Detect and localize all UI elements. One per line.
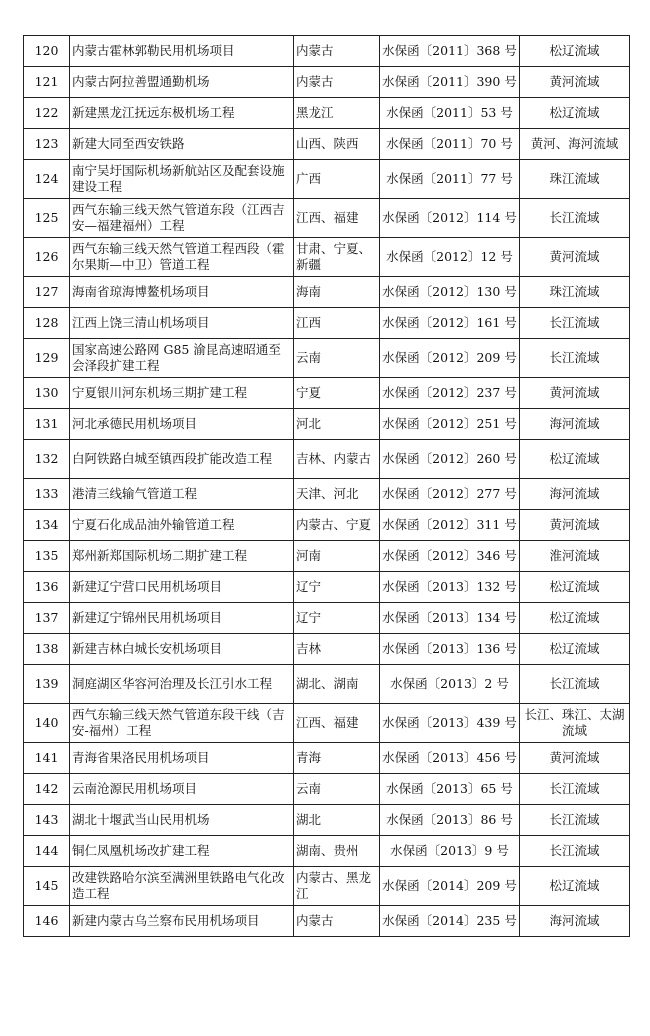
project-name-cell: 新建大同至西安铁路: [70, 129, 294, 160]
river-basin-cell: 黄河流域: [520, 510, 630, 541]
table-row: [24, 129, 630, 160]
row-number-cell: 126: [24, 238, 70, 277]
table-row: [24, 378, 630, 409]
region-cell: 云南: [294, 339, 380, 378]
table-row: [24, 479, 630, 510]
approval-table: [23, 35, 630, 937]
river-basin-cell: 珠江流域: [520, 277, 630, 308]
row-number-cell: 123: [24, 129, 70, 160]
river-basin-cell: 松辽流域: [520, 572, 630, 603]
row-number-cell: 142: [24, 774, 70, 805]
table-row: [24, 36, 630, 67]
region-cell: 吉林、内蒙古: [294, 440, 380, 479]
row-number-cell: 129: [24, 339, 70, 378]
row-number-cell: 146: [24, 906, 70, 937]
approval-document-number-cell: 水保函〔2011〕77 号: [380, 160, 520, 199]
project-name-cell: 南宁吴圩国际机场新航站区及配套设施建设工程: [70, 160, 294, 199]
row-number-cell: 135: [24, 541, 70, 572]
table-row: [24, 339, 630, 378]
table-row: [24, 409, 630, 440]
river-basin-cell: 珠江流域: [520, 160, 630, 199]
row-number-cell: 127: [24, 277, 70, 308]
row-number-cell: 122: [24, 98, 70, 129]
region-cell: 吉林: [294, 634, 380, 665]
project-name-cell: 海南省琼海博鳌机场项目: [70, 277, 294, 308]
project-name-cell: 新建辽宁锦州民用机场项目: [70, 603, 294, 634]
river-basin-cell: 黄河流域: [520, 378, 630, 409]
project-name-cell: 新建辽宁营口民用机场项目: [70, 572, 294, 603]
row-number-cell: 138: [24, 634, 70, 665]
river-basin-cell: 海河流域: [520, 906, 630, 937]
region-cell: 云南: [294, 774, 380, 805]
table-row: [24, 704, 630, 743]
row-number-cell: 137: [24, 603, 70, 634]
approval-document-number-cell: 水保函〔2012〕311 号: [380, 510, 520, 541]
table-row: [24, 665, 630, 704]
region-cell: 江西、福建: [294, 704, 380, 743]
region-cell: 江西: [294, 308, 380, 339]
approval-document-number-cell: 水保函〔2014〕235 号: [380, 906, 520, 937]
table-row: [24, 277, 630, 308]
region-cell: 广西: [294, 160, 380, 199]
approval-document-number-cell: 水保函〔2011〕368 号: [380, 36, 520, 67]
approval-document-number-cell: 水保函〔2013〕9 号: [380, 836, 520, 867]
region-cell: 海南: [294, 277, 380, 308]
river-basin-cell: 松辽流域: [520, 867, 630, 906]
region-cell: 天津、河北: [294, 479, 380, 510]
approval-table-body: [24, 36, 630, 937]
row-number-cell: 130: [24, 378, 70, 409]
project-name-cell: 西气东输三线天然气管道东段干线（吉安-福州）工程: [70, 704, 294, 743]
approval-document-number-cell: 水保函〔2013〕2 号: [380, 665, 520, 704]
table-row: [24, 510, 630, 541]
project-name-cell: 洞庭湖区华容河治理及长江引水工程: [70, 665, 294, 704]
river-basin-cell: 松辽流域: [520, 634, 630, 665]
region-cell: 湖南、贵州: [294, 836, 380, 867]
table-row: [24, 199, 630, 238]
river-basin-cell: 黄河、海河流域: [520, 129, 630, 160]
project-name-cell: 江西上饶三清山机场项目: [70, 308, 294, 339]
approval-document-number-cell: 水保函〔2012〕346 号: [380, 541, 520, 572]
region-cell: 山西、陕西: [294, 129, 380, 160]
row-number-cell: 141: [24, 743, 70, 774]
river-basin-cell: 长江、珠江、太湖流域: [520, 704, 630, 743]
approval-document-number-cell: 水保函〔2012〕260 号: [380, 440, 520, 479]
approval-document-number-cell: 水保函〔2012〕209 号: [380, 339, 520, 378]
project-name-cell: 国家高速公路网 G85 渝昆高速昭通至会泽段扩建工程: [70, 339, 294, 378]
project-name-cell: 新建吉林白城长安机场项目: [70, 634, 294, 665]
region-cell: 河北: [294, 409, 380, 440]
table-row: [24, 906, 630, 937]
row-number-cell: 133: [24, 479, 70, 510]
region-cell: 辽宁: [294, 572, 380, 603]
river-basin-cell: 长江流域: [520, 805, 630, 836]
table-row: [24, 440, 630, 479]
river-basin-cell: 长江流域: [520, 774, 630, 805]
project-name-cell: 宁夏石化成品油外输管道工程: [70, 510, 294, 541]
project-name-cell: 西气东输三线天然气管道东段（江西吉安—福建福州）工程: [70, 199, 294, 238]
river-basin-cell: 黄河流域: [520, 743, 630, 774]
region-cell: 内蒙古、黑龙江: [294, 867, 380, 906]
project-name-cell: 内蒙古霍林郭勒民用机场项目: [70, 36, 294, 67]
table-row: [24, 774, 630, 805]
row-number-cell: 143: [24, 805, 70, 836]
project-name-cell: 内蒙古阿拉善盟通勤机场: [70, 67, 294, 98]
project-name-cell: 白阿铁路白城至镇西段扩能改造工程: [70, 440, 294, 479]
table-row: [24, 98, 630, 129]
region-cell: 湖北、湖南: [294, 665, 380, 704]
project-name-cell: 宁夏银川河东机场三期扩建工程: [70, 378, 294, 409]
project-name-cell: 湖北十堰武当山民用机场: [70, 805, 294, 836]
row-number-cell: 139: [24, 665, 70, 704]
row-number-cell: 121: [24, 67, 70, 98]
region-cell: 河南: [294, 541, 380, 572]
approval-document-number-cell: 水保函〔2012〕237 号: [380, 378, 520, 409]
region-cell: 甘肃、宁夏、新疆: [294, 238, 380, 277]
table-row: [24, 308, 630, 339]
project-name-cell: 云南沧源民用机场项目: [70, 774, 294, 805]
river-basin-cell: 黄河流域: [520, 67, 630, 98]
table-row: [24, 572, 630, 603]
approval-document-number-cell: 水保函〔2014〕209 号: [380, 867, 520, 906]
region-cell: 宁夏: [294, 378, 380, 409]
row-number-cell: 128: [24, 308, 70, 339]
row-number-cell: 125: [24, 199, 70, 238]
project-name-cell: 港清三线输气管道工程: [70, 479, 294, 510]
row-number-cell: 136: [24, 572, 70, 603]
approval-document-number-cell: 水保函〔2011〕390 号: [380, 67, 520, 98]
approval-document-number-cell: 水保函〔2012〕114 号: [380, 199, 520, 238]
approval-document-number-cell: 水保函〔2011〕70 号: [380, 129, 520, 160]
approval-document-number-cell: 水保函〔2013〕439 号: [380, 704, 520, 743]
river-basin-cell: 长江流域: [520, 339, 630, 378]
river-basin-cell: 海河流域: [520, 409, 630, 440]
river-basin-cell: 长江流域: [520, 308, 630, 339]
river-basin-cell: 长江流域: [520, 665, 630, 704]
row-number-cell: 120: [24, 36, 70, 67]
approval-document-number-cell: 水保函〔2013〕132 号: [380, 572, 520, 603]
row-number-cell: 140: [24, 704, 70, 743]
river-basin-cell: 黄河流域: [520, 238, 630, 277]
approval-document-number-cell: 水保函〔2012〕130 号: [380, 277, 520, 308]
project-name-cell: 青海省果洛民用机场项目: [70, 743, 294, 774]
project-name-cell: 改建铁路哈尔滨至满洲里铁路电气化改造工程: [70, 867, 294, 906]
project-name-cell: 新建黑龙江抚远东极机场工程: [70, 98, 294, 129]
region-cell: 内蒙古: [294, 36, 380, 67]
table-row: [24, 238, 630, 277]
approval-document-number-cell: 水保函〔2013〕134 号: [380, 603, 520, 634]
region-cell: 内蒙古: [294, 67, 380, 98]
river-basin-cell: 松辽流域: [520, 36, 630, 67]
row-number-cell: 145: [24, 867, 70, 906]
table-row: [24, 603, 630, 634]
approval-document-number-cell: 水保函〔2013〕456 号: [380, 743, 520, 774]
row-number-cell: 144: [24, 836, 70, 867]
project-name-cell: 铜仁凤凰机场改扩建工程: [70, 836, 294, 867]
row-number-cell: 132: [24, 440, 70, 479]
region-cell: 黑龙江: [294, 98, 380, 129]
approval-document-number-cell: 水保函〔2012〕12 号: [380, 238, 520, 277]
region-cell: 湖北: [294, 805, 380, 836]
table-row: [24, 541, 630, 572]
approval-document-number-cell: 水保函〔2013〕136 号: [380, 634, 520, 665]
river-basin-cell: 松辽流域: [520, 98, 630, 129]
region-cell: 江西、福建: [294, 199, 380, 238]
table-row: [24, 836, 630, 867]
approval-document-number-cell: 水保函〔2012〕161 号: [380, 308, 520, 339]
table-row: [24, 634, 630, 665]
row-number-cell: 134: [24, 510, 70, 541]
approval-document-number-cell: 水保函〔2012〕277 号: [380, 479, 520, 510]
approval-document-number-cell: 水保函〔2013〕86 号: [380, 805, 520, 836]
approval-document-number-cell: 水保函〔2012〕251 号: [380, 409, 520, 440]
table-row: [24, 867, 630, 906]
project-name-cell: 河北承德民用机场项目: [70, 409, 294, 440]
region-cell: 青海: [294, 743, 380, 774]
river-basin-cell: 长江流域: [520, 836, 630, 867]
river-basin-cell: 松辽流域: [520, 603, 630, 634]
approval-document-number-cell: 水保函〔2013〕65 号: [380, 774, 520, 805]
region-cell: 辽宁: [294, 603, 380, 634]
row-number-cell: 131: [24, 409, 70, 440]
table-row: [24, 67, 630, 98]
river-basin-cell: 淮河流域: [520, 541, 630, 572]
table-row: [24, 160, 630, 199]
project-name-cell: 新建内蒙古乌兰察布民用机场项目: [70, 906, 294, 937]
table-row: [24, 805, 630, 836]
region-cell: 内蒙古: [294, 906, 380, 937]
project-name-cell: 西气东输三线天然气管道工程西段（霍尔果斯—中卫）管道工程: [70, 238, 294, 277]
approval-document-number-cell: 水保函〔2011〕53 号: [380, 98, 520, 129]
table-row: [24, 743, 630, 774]
row-number-cell: 124: [24, 160, 70, 199]
project-name-cell: 郑州新郑国际机场二期扩建工程: [70, 541, 294, 572]
river-basin-cell: 松辽流域: [520, 440, 630, 479]
river-basin-cell: 海河流域: [520, 479, 630, 510]
region-cell: 内蒙古、宁夏: [294, 510, 380, 541]
river-basin-cell: 长江流域: [520, 199, 630, 238]
